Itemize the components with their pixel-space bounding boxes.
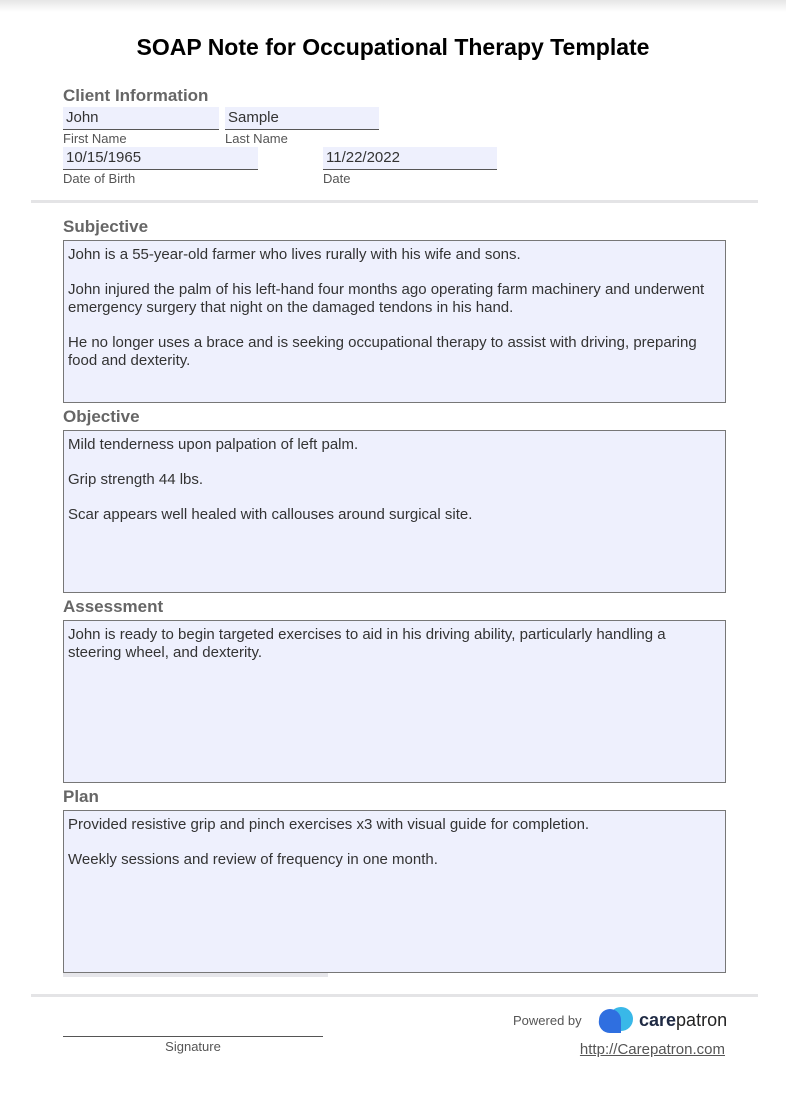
objective-paragraph: Grip strength 44 lbs.: [68, 471, 204, 488]
signature-line[interactable]: [63, 1036, 323, 1037]
subjective-paragraph: John is a 55-year-old farmer who lives rurally with his wife and sons.: [68, 246, 521, 263]
carepatron-logo-icon: [597, 1007, 635, 1034]
brand-bold: care: [639, 1010, 677, 1030]
plan-paragraph: Provided resistive grip and pinch exercises x3 with visual guide for completion.: [68, 816, 590, 833]
objective-paragraph: Scar appears well healed with callouses around surgical site.: [68, 506, 473, 523]
plan-paragraph: Weekly sessions and review of frequency in one month.: [68, 851, 438, 868]
carepatron-wordmark: [639, 1010, 727, 1031]
date-label: Date: [323, 171, 351, 186]
date-field[interactable]: 11/22/2022: [323, 147, 497, 170]
client-info-heading: Client Information: [63, 86, 209, 105]
plan-textbox[interactable]: [63, 810, 726, 973]
plan-heading: Plan: [63, 787, 99, 806]
subjective-heading: Subjective: [63, 217, 149, 236]
top-shadow: [0, 0, 786, 12]
carepatron-logo[interactable]: [597, 1007, 727, 1034]
objective-paragraph: Mild tenderness upon palpation of left palm.: [68, 436, 359, 453]
last-name-field[interactable]: Sample: [225, 107, 379, 130]
dob-field[interactable]: 10/15/1965: [63, 147, 258, 170]
assessment-textbox[interactable]: [63, 620, 726, 783]
subjective-paragraph: He no longer uses a brace and is seeking occupational therapy to assist with driving, preparing food and dexterity.: [68, 334, 697, 369]
textbox-shadow: [63, 973, 328, 977]
page-title: SOAP Note for Occupational Therapy Template: [136, 34, 650, 60]
assessment-paragraph: John is ready to begin targeted exercises to aid in his driving ability, particularly handling a steering wheel, and dexterity.: [68, 626, 666, 661]
divider: [31, 200, 758, 203]
subjective-textbox[interactable]: [63, 240, 726, 403]
first-name-label: First Name: [63, 131, 127, 146]
signature-label: Signature: [165, 1039, 221, 1054]
assessment-heading: Assessment: [63, 597, 164, 616]
footer-divider: [31, 994, 758, 997]
objective-heading: Objective: [63, 407, 140, 426]
last-name-label: Last Name: [225, 131, 288, 146]
brand-rest: patron: [676, 1010, 728, 1030]
subjective-paragraph: John injured the palm of his left-hand four months ago operating farm machinery and underwent emergency surgery that night on the damaged tendons in his hand.: [68, 281, 705, 316]
first-name-field[interactable]: John: [63, 107, 219, 130]
dob-label: Date of Birth: [63, 171, 136, 186]
objective-textbox[interactable]: [63, 430, 726, 593]
powered-by-text: Powered by: [513, 1013, 582, 1028]
carepatron-link[interactable]: http://Carepatron.com: [579, 1041, 725, 1058]
